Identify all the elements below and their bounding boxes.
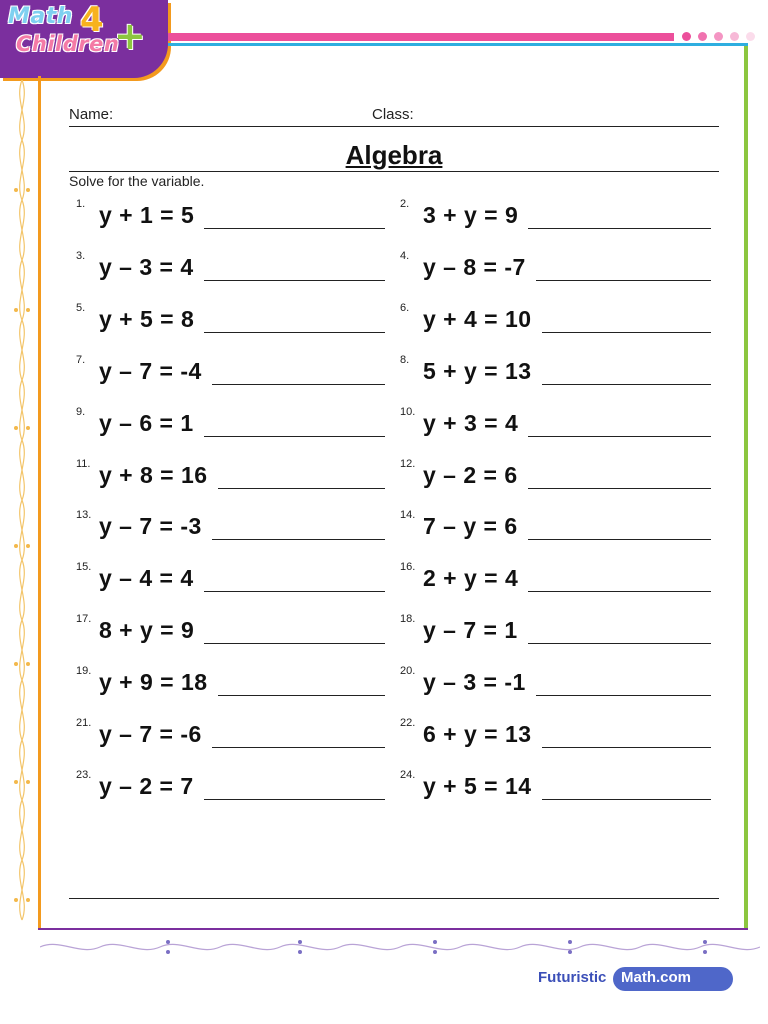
answer-line[interactable] xyxy=(528,436,711,437)
problem-item xyxy=(400,406,711,436)
logo-plus-icon: + xyxy=(114,14,146,58)
answer-line[interactable] xyxy=(204,280,385,281)
problem-equation: y + 8 = 16 xyxy=(99,462,208,488)
problem-item xyxy=(76,458,385,488)
bottom-border xyxy=(38,928,748,930)
footer-text-futuristic: Futuristic xyxy=(538,969,607,986)
problem-item xyxy=(76,509,385,539)
answer-line[interactable] xyxy=(542,332,711,333)
dot-icon xyxy=(730,32,739,41)
answer-line[interactable] xyxy=(212,747,385,748)
problem-equation: y – 3 = 4 xyxy=(99,254,194,280)
answer-line[interactable] xyxy=(204,436,385,437)
dot-icon xyxy=(698,32,707,41)
name-answer-line[interactable] xyxy=(69,126,719,127)
problem-number: 20. xyxy=(400,665,416,677)
problem-number: 10. xyxy=(400,406,416,418)
problem-item xyxy=(400,561,711,591)
problem-number: 16. xyxy=(400,561,416,573)
class-label: Class: xyxy=(372,106,414,123)
problem-equation: y + 4 = 10 xyxy=(423,306,532,332)
left-border xyxy=(38,76,41,930)
problem-item xyxy=(400,458,711,488)
problem-number: 11. xyxy=(76,458,91,470)
problem-item xyxy=(76,665,385,695)
problem-item xyxy=(400,354,711,384)
problem-equation: y – 7 = 1 xyxy=(423,617,518,643)
problem-number: 3. xyxy=(76,250,86,262)
answer-line[interactable] xyxy=(218,488,385,489)
problem-item xyxy=(400,717,711,747)
problem-equation: y + 1 = 5 xyxy=(99,202,195,228)
problem-equation: y + 3 = 4 xyxy=(423,410,519,436)
problem-item xyxy=(400,250,711,280)
answer-line[interactable] xyxy=(204,332,385,333)
dot-icon xyxy=(682,32,691,41)
answer-line[interactable] xyxy=(212,539,385,540)
problem-equation: y – 8 = -7 xyxy=(423,254,526,280)
answer-line[interactable] xyxy=(204,228,385,229)
bottom-divider xyxy=(69,898,719,899)
answer-line[interactable] xyxy=(528,228,711,229)
problem-item xyxy=(76,198,385,228)
problem-equation: y – 7 = -6 xyxy=(99,721,202,747)
problem-number: 7. xyxy=(76,354,86,366)
problem-equation: y – 2 = 7 xyxy=(99,773,194,799)
title-divider xyxy=(69,171,719,172)
problem-item xyxy=(400,302,711,332)
problem-number: 18. xyxy=(400,613,416,625)
answer-line[interactable] xyxy=(528,488,711,489)
problem-item xyxy=(400,613,711,643)
answer-line[interactable] xyxy=(542,799,711,800)
problem-number: 4. xyxy=(400,250,410,262)
problem-number: 19. xyxy=(76,665,92,677)
bottom-ornament-icon xyxy=(40,936,760,958)
problem-item xyxy=(76,769,385,799)
problem-item xyxy=(76,302,385,332)
logo-number: 4 xyxy=(80,0,104,40)
logo-text-math: Math xyxy=(8,4,73,29)
answer-line[interactable] xyxy=(204,591,385,592)
answer-line[interactable] xyxy=(536,280,711,281)
problem-item xyxy=(76,250,385,280)
answer-line[interactable] xyxy=(204,799,385,800)
problem-number: 9. xyxy=(76,406,86,418)
problem-number: 15. xyxy=(76,561,92,573)
problem-equation: y – 4 = 4 xyxy=(99,565,194,591)
problem-number: 17. xyxy=(76,613,92,625)
instructions: Solve for the variable. xyxy=(69,173,205,189)
answer-line[interactable] xyxy=(542,747,711,748)
problem-equation: y – 7 = -3 xyxy=(99,513,202,539)
brand-logo xyxy=(0,0,168,78)
logo-text-children: Children xyxy=(16,32,120,56)
footer-text-math: Math.com xyxy=(621,969,692,986)
problem-number: 21. xyxy=(76,717,92,729)
worksheet-title: Algebra xyxy=(345,140,443,170)
problem-item xyxy=(400,769,711,799)
problem-number: 12. xyxy=(400,458,416,470)
problem-equation: 5 + y = 13 xyxy=(423,358,532,384)
problem-item xyxy=(400,509,711,539)
top-border-pink xyxy=(168,33,674,41)
problem-item xyxy=(76,717,385,747)
problem-number: 8. xyxy=(400,354,410,366)
problem-number: 24. xyxy=(400,769,416,781)
answer-line[interactable] xyxy=(528,591,711,592)
problem-equation: y – 7 = -4 xyxy=(99,358,202,384)
answer-line[interactable] xyxy=(212,384,385,385)
answer-line[interactable] xyxy=(204,643,385,644)
problem-equation: 6 + y = 13 xyxy=(423,721,532,747)
dot-icon xyxy=(714,32,723,41)
problem-number: 13. xyxy=(76,509,92,521)
problem-equation: y + 9 = 18 xyxy=(99,669,208,695)
problem-equation: 8 + y = 9 xyxy=(99,617,195,643)
problem-item xyxy=(400,198,711,228)
problem-number: 1. xyxy=(76,198,86,210)
problem-item xyxy=(76,354,385,384)
top-border-blue xyxy=(168,43,748,46)
problem-equation: 7 – y = 6 xyxy=(423,513,518,539)
problem-number: 2. xyxy=(400,198,410,210)
problem-equation: y + 5 = 8 xyxy=(99,306,195,332)
dot-icon xyxy=(746,32,755,41)
right-border xyxy=(744,46,748,930)
name-label: Name: xyxy=(69,106,114,123)
problem-equation: y + 5 = 14 xyxy=(423,773,532,799)
problem-number: 5. xyxy=(76,302,86,314)
problem-equation: y – 3 = -1 xyxy=(423,669,526,695)
problem-item xyxy=(76,561,385,591)
answer-line[interactable] xyxy=(218,695,385,696)
answer-line[interactable] xyxy=(536,695,711,696)
problem-equation: 2 + y = 4 xyxy=(423,565,519,591)
problem-number: 14. xyxy=(400,509,416,521)
answer-line[interactable] xyxy=(528,643,711,644)
problem-item xyxy=(400,665,711,695)
answer-line[interactable] xyxy=(528,539,711,540)
problem-equation: 3 + y = 9 xyxy=(423,202,519,228)
answer-line[interactable] xyxy=(542,384,711,385)
problem-number: 6. xyxy=(400,302,410,314)
problem-item xyxy=(76,613,385,643)
left-ornament-icon xyxy=(10,80,34,940)
problem-number: 22. xyxy=(400,717,416,729)
problem-equation: y – 6 = 1 xyxy=(99,410,194,436)
problem-item xyxy=(76,406,385,436)
footer-badge xyxy=(613,967,733,991)
problem-number: 23. xyxy=(76,769,92,781)
problem-equation: y – 2 = 6 xyxy=(423,462,518,488)
